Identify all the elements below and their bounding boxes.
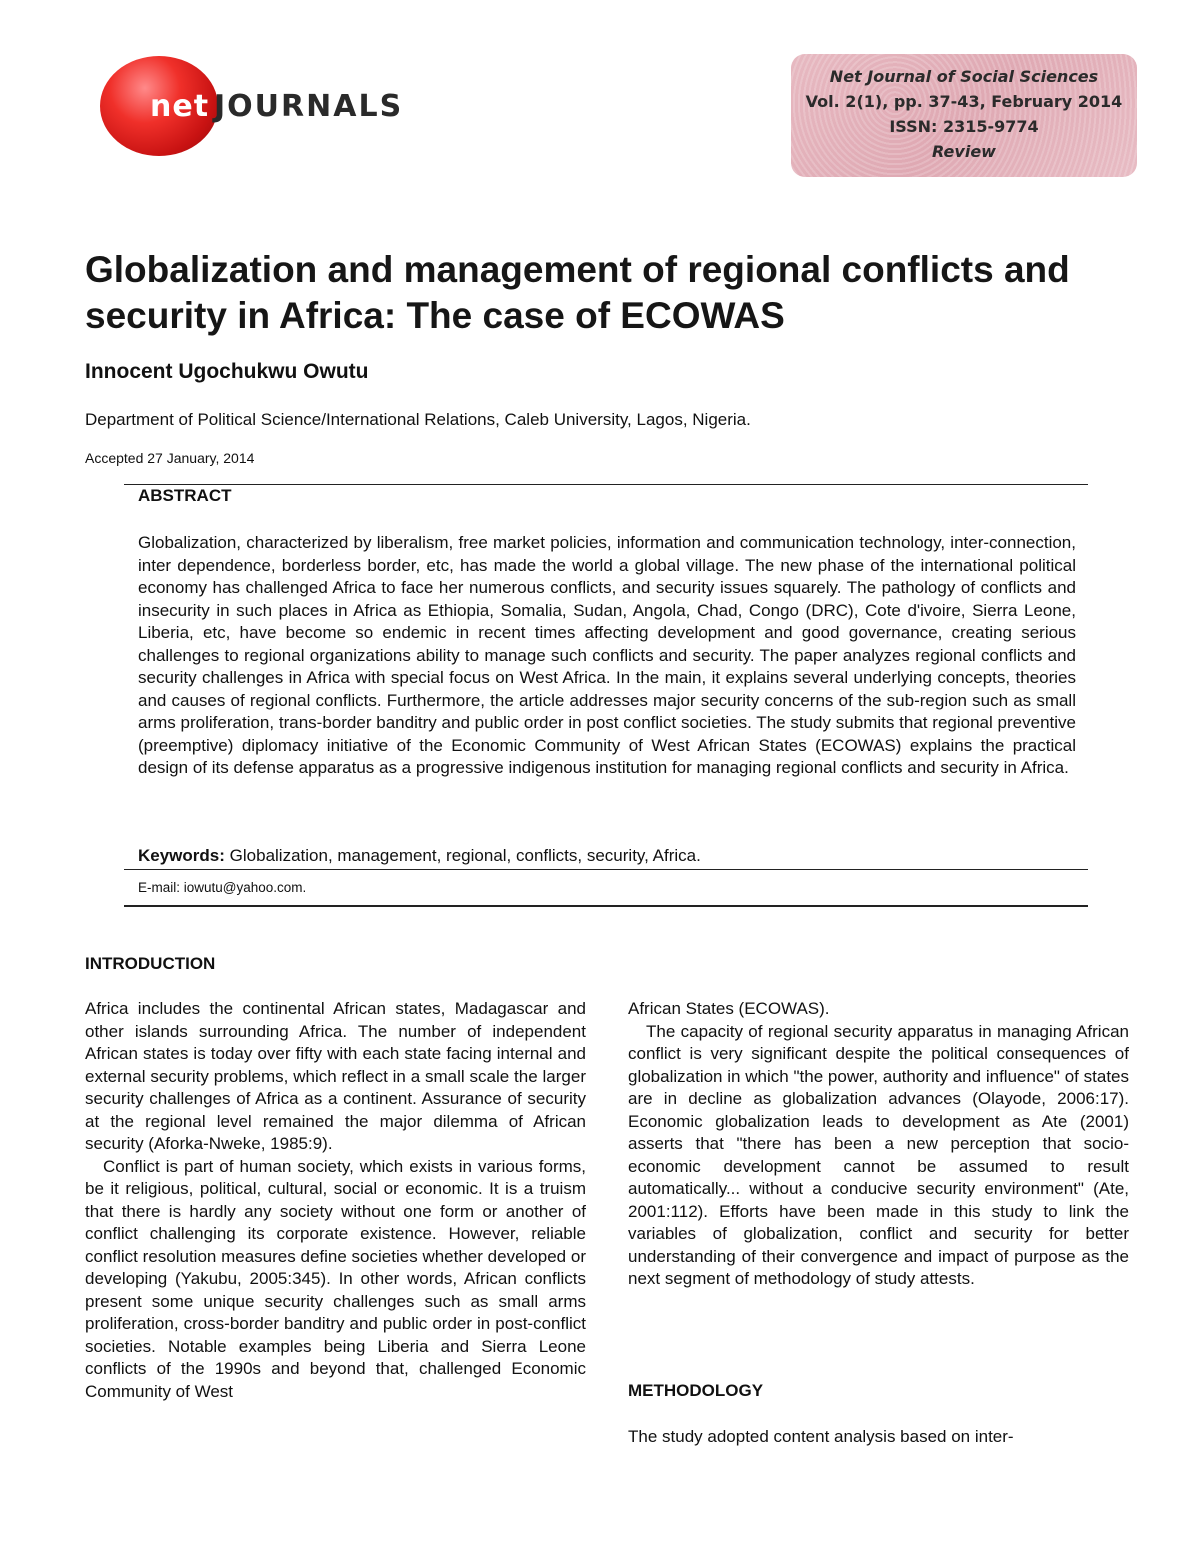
abstract-heading: ABSTRACT <box>138 486 232 505</box>
intro-paragraph-1: Africa includes the continental African states, Madagascar and other islands surrounding Africa. The number of independent African states is today over fifty with each state facing internal and external security problems, which reflect in a small scale the larger security challenges of Africa as a continent. Assurance of security at the regional level remained the major dilemma of African security (Aforka-Nweke, 1985:9). <box>85 999 586 1153</box>
journal-volume: Vol. 2(1), pp. 37-43, February 2014 <box>805 92 1123 111</box>
methodology-section <box>628 1380 763 1403</box>
introduction-section <box>85 953 215 976</box>
left-column <box>85 998 586 1403</box>
intro-paragraph-3: The capacity of regional security apparatus in managing African conflict is very significant despite the political consequences of globalization in which "the power, authority and influence" of states are in decline as globalization advances (Olayode, 2006:17). Economic globalization leads to development as Ate (2001) asserts that "there has been a new perception that socio-economic development cannot be assumed to result automatically... without a conducive security environment" (Ate, 2001:112). Efforts have been made in this study to link the variables of globalization, conflict and security for better understanding of their convergence and impact of purpose as the next segment of methodology of study attests. <box>628 1021 1129 1288</box>
intro-paragraph-2-continued: African States (ECOWAS). <box>628 999 830 1018</box>
keywords-text: Globalization, management, regional, conflicts, security, Africa. <box>229 846 701 865</box>
author-name: Innocent Ugochukwu Owutu <box>85 360 369 383</box>
abstract-bottom-rule <box>124 905 1088 907</box>
keywords-label: Keywords: <box>138 846 225 865</box>
journal-issn: ISSN: 2315-9774 <box>889 117 1039 136</box>
logo-net-text: net <box>150 89 210 124</box>
logo-journals-text: JOURNALS <box>214 89 404 124</box>
methodology-paragraph: The study adopted content analysis based on inter- <box>628 1427 1014 1446</box>
author-affiliation: Department of Political Science/International Relations, Caleb University, Lagos, Nigeria. <box>85 410 751 429</box>
introduction-heading: INTRODUCTION <box>85 954 216 973</box>
intro-paragraph-2: Conflict is part of human society, which exists in various forms, be it religious, political, cultural, social or economic. It is a truism that there is hardly any society without one form or another of conflict challenging its corporate existence. However, reliable conflict resolution measures define societies whether developed or developing (Yakubu, 2005:345). In other words, African conflicts present some unique security challenges such as small arms proliferation, cross-border banditry and public order in post-conflict societies. Notable examples being Liberia and Sierra Leone conflicts of the 1990s and beyond that, challenged Economic Community of West <box>85 1156 586 1401</box>
keywords-bottom-rule <box>124 869 1088 870</box>
right-column <box>628 998 1129 1291</box>
author-email: E-mail: iowutu@yahoo.com. <box>138 880 307 895</box>
journal-name: Net Journal of Social Sciences <box>829 67 1099 86</box>
abstract-text: Globalization, characterized by liberalism, free market policies, information and communication technology, inter-connection, inter dependence, borderless border, etc, has made the world a global village. The new phase of the international political economy has challenged Africa to face her numerous conflicts, and security issues squarely. The pathology of conflicts and insecurity in such places in Africa as Ethiopia, Somalia, Sudan, Angola, Chad, Congo (DRC), Cote d'ivoire, Sierra Leone, Liberia, etc, have become so endemic in recent times affecting development and good governance, creating serious challenges to regional organizations ability to manage such conflicts and security. The paper analyzes regional conflicts and security challenges in Africa with special focus on West Africa. In the main, it explains several underlying concepts, theories and causes of regional conflicts. Furthermore, the article addresses major security concerns of the sub-region such as small arms proliferation, trans-border banditry and public order in post conflict societies. The study submits that regional preventive (preemptive) diplomacy initiative of the Economic Community of West African States (ECOWAS) explains the practical design of its defense apparatus as a progressive indigenous institution for managing regional conflicts and security in Africa. <box>138 533 1076 777</box>
keywords-line <box>138 846 1076 866</box>
accepted-date: Accepted 27 January, 2014 <box>85 450 255 466</box>
methodology-body <box>628 1426 1129 1449</box>
paper-title: Globalization and management of regional conflicts and security in Africa: The case of ECOWAS <box>85 249 1070 336</box>
abstract-top-rule <box>124 484 1088 485</box>
journal-info-box <box>791 54 1137 177</box>
journal-logo <box>100 56 410 156</box>
methodology-heading: METHODOLOGY <box>628 1381 764 1400</box>
article-type: Review <box>932 142 996 161</box>
